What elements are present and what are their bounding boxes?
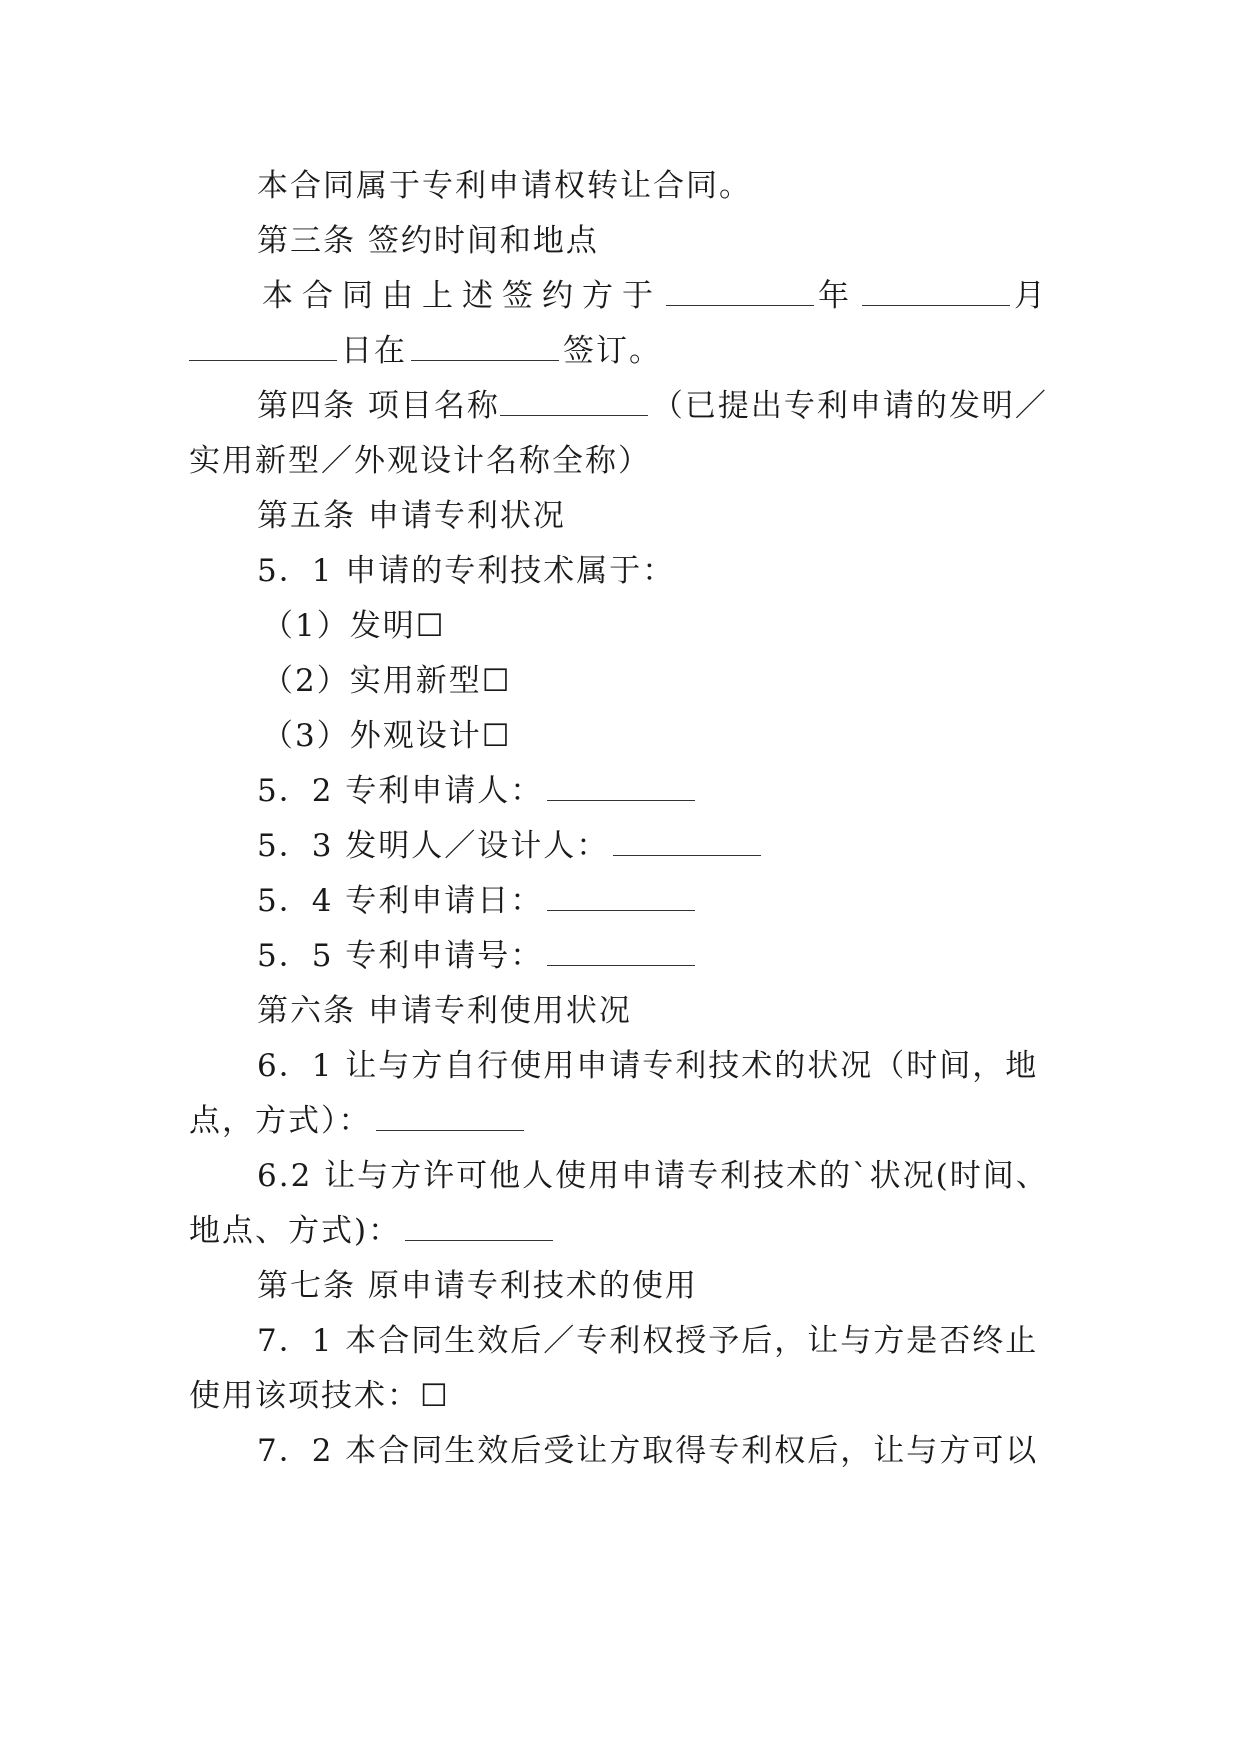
clause-5-3 bbox=[257, 824, 765, 868]
text: 5．2 专利申请人： bbox=[257, 773, 544, 809]
paragraph-project-note bbox=[189, 439, 651, 483]
clause-5-2 bbox=[257, 769, 699, 813]
blank-applicant[interactable] bbox=[547, 770, 695, 801]
paragraph-signing-date bbox=[262, 274, 1054, 318]
text: 本合同属于专利申请权转让合同。 bbox=[257, 168, 752, 204]
blank-licensed-use[interactable] bbox=[405, 1210, 553, 1241]
paragraph-signing-place bbox=[189, 329, 662, 373]
text: （2）实用新型☐ bbox=[262, 663, 512, 699]
text: （3）外观设计☐ bbox=[262, 718, 512, 754]
text: 签订。 bbox=[563, 333, 662, 369]
clause-5-1 bbox=[257, 549, 675, 593]
clause-5-4 bbox=[257, 879, 699, 923]
blank-month[interactable] bbox=[862, 275, 1010, 306]
clause-5-5 bbox=[257, 934, 699, 978]
clause-6-1-cont bbox=[189, 1099, 528, 1143]
clause-6-2-cont bbox=[189, 1209, 557, 1253]
text: 第五条 申请专利状况 bbox=[257, 498, 566, 534]
day-label: 日在 bbox=[341, 333, 407, 369]
blank-day[interactable] bbox=[189, 330, 337, 361]
year-label: 年 bbox=[818, 278, 858, 314]
text: 第七条 原申请专利技术的使用 bbox=[257, 1268, 698, 1304]
option-utility-model[interactable] bbox=[262, 659, 512, 703]
clause-6-1 bbox=[257, 1044, 1038, 1088]
blank-year[interactable] bbox=[666, 275, 814, 306]
text: 第四条 项目名称 bbox=[257, 388, 500, 424]
text: 5．5 专利申请号： bbox=[257, 938, 544, 974]
heading-article-3 bbox=[257, 219, 599, 263]
text: 点，方式）： bbox=[189, 1103, 372, 1139]
blank-self-use[interactable] bbox=[376, 1100, 524, 1131]
blank-application-date[interactable] bbox=[547, 880, 695, 911]
blank-project-name[interactable] bbox=[500, 385, 648, 416]
option-design[interactable] bbox=[262, 714, 512, 758]
text: 第三条 签约时间和地点 bbox=[257, 223, 599, 259]
heading-article-6 bbox=[257, 989, 632, 1033]
clause-7-1-cont[interactable] bbox=[189, 1374, 450, 1418]
clause-6-2 bbox=[257, 1154, 1049, 1198]
text: 7．2 本合同生效后受让方取得专利权后，让与方可以 bbox=[257, 1433, 1039, 1469]
heading-article-4 bbox=[257, 384, 1048, 428]
text: （1）发明☐ bbox=[262, 608, 446, 644]
clause-7-2 bbox=[257, 1429, 1038, 1473]
text: 6.2 让与方许可他人使用申请专利技术的`状况(时间、 bbox=[257, 1158, 1049, 1194]
blank-inventor[interactable] bbox=[613, 825, 761, 856]
text: 5．4 专利申请日： bbox=[257, 883, 544, 919]
text: 本合同由上述签约方于 bbox=[262, 278, 662, 314]
clause-7-1 bbox=[257, 1319, 1038, 1363]
text: 实用新型／外观设计名称全称） bbox=[189, 443, 651, 479]
text: 第六条 申请专利使用状况 bbox=[257, 993, 632, 1029]
heading-article-7 bbox=[257, 1264, 698, 1308]
text: 地点、方式)： bbox=[189, 1213, 402, 1249]
heading-article-5 bbox=[257, 494, 566, 538]
text: 5．3 发明人／设计人： bbox=[257, 828, 610, 864]
blank-place[interactable] bbox=[411, 330, 559, 361]
text: 5．1 申请的专利技术属于： bbox=[257, 553, 676, 589]
option-invention[interactable] bbox=[262, 604, 446, 648]
text: 使用该项技术：☐ bbox=[189, 1378, 450, 1414]
text: 7．1 本合同生效后／专利权授予后，让与方是否终止 bbox=[257, 1323, 1039, 1359]
blank-application-number[interactable] bbox=[547, 935, 695, 966]
text: 6．1 让与方自行使用申请专利技术的状况（时间，地 bbox=[257, 1048, 1039, 1084]
text: （已提出专利申请的发明／ bbox=[651, 388, 1048, 424]
paragraph-contract-type bbox=[257, 164, 752, 208]
month-label: 月 bbox=[1014, 278, 1054, 314]
